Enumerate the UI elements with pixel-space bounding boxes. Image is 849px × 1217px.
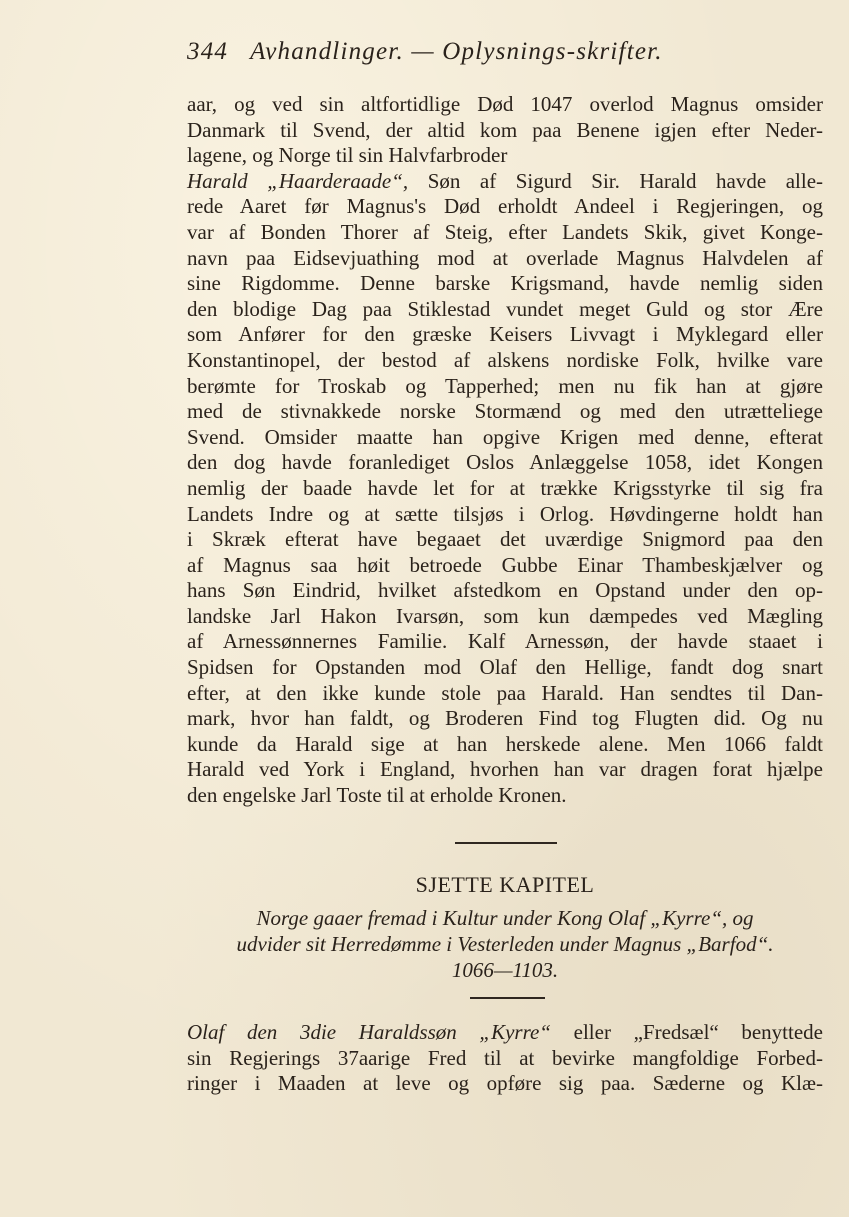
text-line: Landets Indre og at sætte tilsjøs i Orlog. Høvdingerne holdt han	[187, 501, 823, 526]
text-line: berømte for Troskab og Tapperhed; men nu fik han at gjøre	[187, 373, 823, 398]
text-line: sine Rigdomme. Denne barske Krigsmand, havde nemlig siden	[187, 271, 823, 296]
text-line: af Magnus saa høit betroede Gubbe Einar Thambeskjælver og	[187, 552, 823, 577]
text-line: navn paa Eidsevjuathing mod at overlade Magnus Halvdelen af	[187, 245, 823, 270]
text-line: nemlig der baade havde let for at trække Krigsstyrke til sig fra	[187, 475, 823, 500]
olaf-name-italic: Olaf den 3die Haraldssøn „Kyrre“	[187, 1020, 551, 1044]
paragraph-2	[187, 1020, 823, 1097]
text-line: efter, at den ikke kunde stole paa Harald. Han sendtes til Dan-	[187, 680, 823, 705]
page-number: 344	[187, 38, 229, 65]
text-line: den engelske Jarl Toste til at erholde Kronen.	[187, 783, 567, 808]
text-line: med de stivnakkede norske Stormænd og med den utrætteliege	[187, 399, 823, 424]
text-line: landske Jarl Hakon Ivarsøn, som kun dæmpedes ved Mægling	[187, 603, 823, 628]
text-line: hans Søn Eindrid, hvilket afstedkom en Opstand under den op-	[187, 578, 823, 603]
chapter-summary	[187, 905, 823, 983]
summary-line: Norge gaaer fremad i Kultur under Kong Olaf „Kyrre“, og	[256, 906, 754, 930]
text-line: lagene, og Norge til sin Halvfarbroder	[187, 143, 508, 168]
text-line: ringer i Maaden at leve og opføre sig paa. Sæderne og Klæ-	[187, 1071, 823, 1096]
text-line: Harald ved York i England, hvorhen han var dragen forat hjælpe	[187, 757, 823, 782]
text-line: var af Bonden Thorer af Steig, efter Landets Skik, givet Konge-	[187, 219, 823, 244]
text-line: af Arnessønnernes Familie. Kalf Arnessøn, der havde staaet i	[187, 629, 823, 654]
text-line: kunde da Harald sige at han herskede alene. Men 1066 faldt	[187, 731, 823, 756]
text-line: den blodige Dag paa Stiklestad vundet meget Guld og stor Ære	[187, 296, 823, 321]
text-line: som Anfører for den græske Keisers Livvagt i Myklegard eller	[187, 322, 823, 347]
text-line: Svend. Omsider maatte han opgive Krigen med denne, efterat	[187, 424, 823, 449]
chapter-title: SJETTE KAPITEL	[415, 872, 595, 897]
text-line: Danmark til Svend, der altid kom paa Benene igjen efter Neder-	[187, 117, 823, 142]
text-line: Konstantinopel, der bestod af alskens nordiske Folk, hvilke vare	[187, 347, 823, 372]
running-head-title: Avhandlinger. — Oplysnings-skrifter.	[250, 38, 663, 65]
text-line: sin Regjerings 37aarige Fred til at bevirke mangfoldige Forbed-	[187, 1045, 823, 1070]
text-line: i Skræk efterat have begaaet det uværdige Snigmord paa den	[187, 527, 823, 552]
running-head	[187, 38, 827, 66]
paragraph-1	[187, 92, 823, 809]
text-line: rede Aaret før Magnus's Død erholdt Andeel i Regjeringen, og	[187, 194, 823, 219]
harald-name-italic: Harald „Haarderaade“,	[187, 168, 409, 193]
text-segment: Søn af Sigurd Sir. Harald havde alle-	[408, 168, 824, 193]
text-segment: eller „Fredsæl“ benyttede	[550, 1020, 823, 1044]
divider-rule-top	[455, 842, 557, 844]
summary-line: 1066—1103.	[451, 958, 559, 982]
text-line: mark, hvor han faldt, og Broderen Find tog Flugten did. Og nu	[187, 706, 823, 731]
text-line	[187, 1020, 823, 1046]
summary-line: udvider sit Herredømme i Vesterleden under Magnus „Barfod“.	[236, 932, 774, 956]
text-line	[187, 169, 823, 195]
text-line: den dog havde foranlediget Oslos Anlæggelse 1058, idet Kongen	[187, 450, 823, 475]
text-line: aar, og ved sin altfortidlige Død 1047 overlod Magnus omsider	[187, 92, 823, 116]
divider-rule-bottom	[470, 997, 545, 999]
text-line: Spidsen for Opstanden mod Olaf den Hellige, fandt dog snart	[187, 655, 823, 680]
